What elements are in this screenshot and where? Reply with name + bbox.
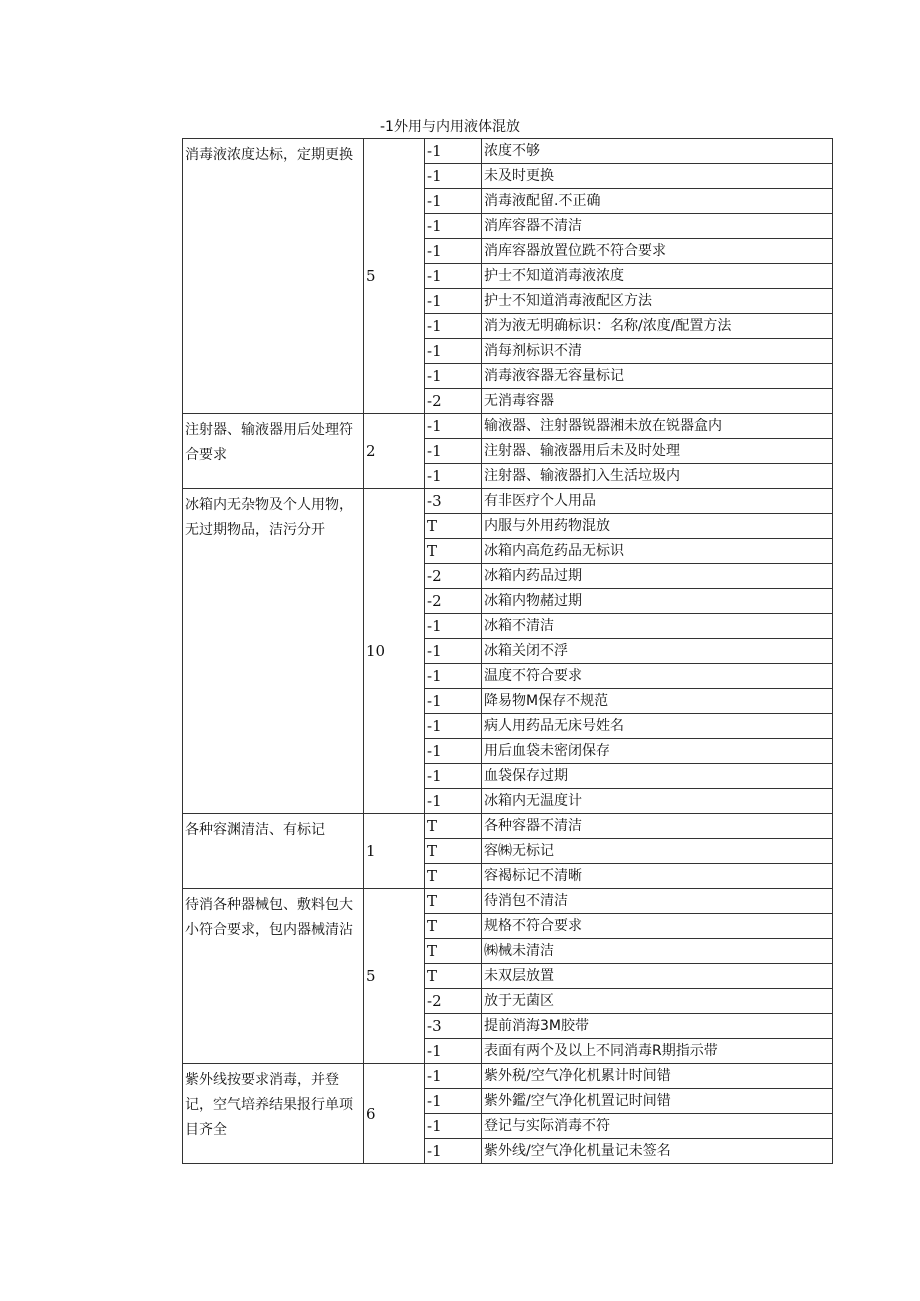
deduction-description: ㈱械未清洁 xyxy=(482,939,833,964)
deduction-description: 有非医疗个人用品 xyxy=(482,489,833,514)
deduction-description: 登记与实际消毒不符 xyxy=(482,1114,833,1139)
deduction-description: 注射器、输液器扪入生活垃圾内 xyxy=(482,464,833,489)
deduction-description: 降易物M保存不规范 xyxy=(482,689,833,714)
deduction-value: -1 xyxy=(425,1089,482,1114)
table-row xyxy=(183,414,833,439)
deduction-description: 护士不知道消毒液配区方法 xyxy=(482,289,833,314)
deduction-value: -1 xyxy=(425,689,482,714)
deduction-description: 冰箱内药品过期 xyxy=(482,564,833,589)
check-item: 冰箱内无杂物及个人用物，无过期物品，洁污分开 xyxy=(183,489,364,814)
deduction-value: -2 xyxy=(425,589,482,614)
deduction-value: T xyxy=(425,514,482,539)
deduction-description: 表面有两个及以上不同消毒R期指示带 xyxy=(482,1039,833,1064)
deduction-description: 容褐标记不清晰 xyxy=(482,864,833,889)
deduction-value: -1 xyxy=(425,714,482,739)
table-row xyxy=(183,814,833,839)
deduction-value: T xyxy=(425,839,482,864)
deduction-description: 各种容器不清洁 xyxy=(482,814,833,839)
deduction-value: T xyxy=(425,914,482,939)
check-item: 紫外线按要求消毒，并登记，空气培养结果报行单项目齐全 xyxy=(183,1064,364,1164)
deduction-description: 消库容器不清洁 xyxy=(482,214,833,239)
deduction-value: -1 xyxy=(425,289,482,314)
deduction-description: 消库容器放置位跣不符合要求 xyxy=(482,239,833,264)
deduction-description: 冰箱内高危药品无标识 xyxy=(482,539,833,564)
deduction-description: 未双层放置 xyxy=(482,964,833,989)
table-row xyxy=(183,1064,833,1089)
deduction-value: T xyxy=(425,864,482,889)
deduction-value: -1 xyxy=(425,1064,482,1089)
deduction-description: 消每剂标识不清 xyxy=(482,339,833,364)
deduction-description: 护士不知道消毒液浓度 xyxy=(482,264,833,289)
item-score: 6 xyxy=(364,1064,425,1164)
deduction-value: -1 xyxy=(425,1039,482,1064)
deduction-description: 待消包不清洁 xyxy=(482,889,833,914)
deduction-value: -1 xyxy=(425,414,482,439)
deduction-description: 消毒液配留.不正确 xyxy=(482,189,833,214)
deduction-description: 消为液无明确标识：名称/浓度/配置方法 xyxy=(482,314,833,339)
deduction-value: -1 xyxy=(425,264,482,289)
deduction-description: 无消毒容器 xyxy=(482,389,833,414)
deduction-description: 温度不符合要求 xyxy=(482,664,833,689)
deduction-description: 放于无菌区 xyxy=(482,989,833,1014)
deduction-value: -1 xyxy=(425,314,482,339)
item-score: 5 xyxy=(364,139,425,414)
deduction-value: -3 xyxy=(425,489,482,514)
deduction-value: -1 xyxy=(425,1139,482,1164)
deduction-value: -1 xyxy=(425,239,482,264)
item-score: 2 xyxy=(364,414,425,489)
item-score: 5 xyxy=(364,889,425,1064)
deduction-description: 用后血袋未密闭保存 xyxy=(482,739,833,764)
deduction-description: 浓度不够 xyxy=(482,139,833,164)
top-line-text: -1外用与内用液体混放 xyxy=(380,119,520,135)
table-row xyxy=(183,889,833,914)
deduction-value: -1 xyxy=(425,664,482,689)
inspection-table-body xyxy=(183,139,833,1164)
deduction-description: 冰箱关闭不浮 xyxy=(482,639,833,664)
deduction-value: -1 xyxy=(425,214,482,239)
deduction-value: -1 xyxy=(425,764,482,789)
deduction-value: T xyxy=(425,539,482,564)
deduction-description: 冰箱不清洁 xyxy=(482,614,833,639)
check-item: 各种容渊清洁、有标记 xyxy=(183,814,364,889)
deduction-description: 冰箱内无温度计 xyxy=(482,789,833,814)
deduction-value: -1 xyxy=(425,789,482,814)
deduction-value: -3 xyxy=(425,1014,482,1039)
deduction-value: -1 xyxy=(425,614,482,639)
deduction-value: T xyxy=(425,964,482,989)
deduction-description: 冰箱内物赭过期 xyxy=(482,589,833,614)
table-row xyxy=(183,489,833,514)
deduction-value: -1 xyxy=(425,1114,482,1139)
deduction-description: 紫外鑑/空气净化机置记时间错 xyxy=(482,1089,833,1114)
deduction-value: -2 xyxy=(425,989,482,1014)
deduction-value: -2 xyxy=(425,564,482,589)
deduction-description: 输液器、注射器锐器湘未放在锐器盒内 xyxy=(482,414,833,439)
deduction-value: -1 xyxy=(425,739,482,764)
item-score: 1 xyxy=(364,814,425,889)
deduction-value: T xyxy=(425,814,482,839)
deduction-value: -1 xyxy=(425,164,482,189)
deduction-value: -1 xyxy=(425,439,482,464)
deduction-description: 提前消海3M胶带 xyxy=(482,1014,833,1039)
table-row xyxy=(183,139,833,164)
deduction-description: 内服与外用药物混放 xyxy=(482,514,833,539)
deduction-description: 病人用药品无床号姓名 xyxy=(482,714,833,739)
deduction-description: 容㈱无标记 xyxy=(482,839,833,864)
deduction-description: 规格不符合要求 xyxy=(482,914,833,939)
deduction-description: 血袋保存过期 xyxy=(482,764,833,789)
deduction-value: T xyxy=(425,889,482,914)
item-score: 10 xyxy=(364,489,425,814)
inspection-table xyxy=(182,138,833,1164)
deduction-value: -1 xyxy=(425,639,482,664)
check-item: 注射器、输液器用后处理符合要求 xyxy=(183,414,364,489)
deduction-description: 紫外税/空气净化机累计时间错 xyxy=(482,1064,833,1089)
deduction-value: -1 xyxy=(425,189,482,214)
deduction-value: T xyxy=(425,939,482,964)
deduction-value: -1 xyxy=(425,464,482,489)
deduction-description: 未及时更换 xyxy=(482,164,833,189)
check-item: 待消各种器械包、敷料包大小符合要求，包内器械清沾 xyxy=(183,889,364,1064)
deduction-description: 注射器、输液器用后未及时处理 xyxy=(482,439,833,464)
deduction-value: -2 xyxy=(425,389,482,414)
deduction-description: 消毒液容器无容量标记 xyxy=(482,364,833,389)
deduction-value: -1 xyxy=(425,339,482,364)
deduction-value: -1 xyxy=(425,139,482,164)
deduction-description: 紫外线/空气净化机量记未签名 xyxy=(482,1139,833,1164)
deduction-value: -1 xyxy=(425,364,482,389)
check-item: 消毒液浓度达标，定期更换 xyxy=(183,139,364,414)
